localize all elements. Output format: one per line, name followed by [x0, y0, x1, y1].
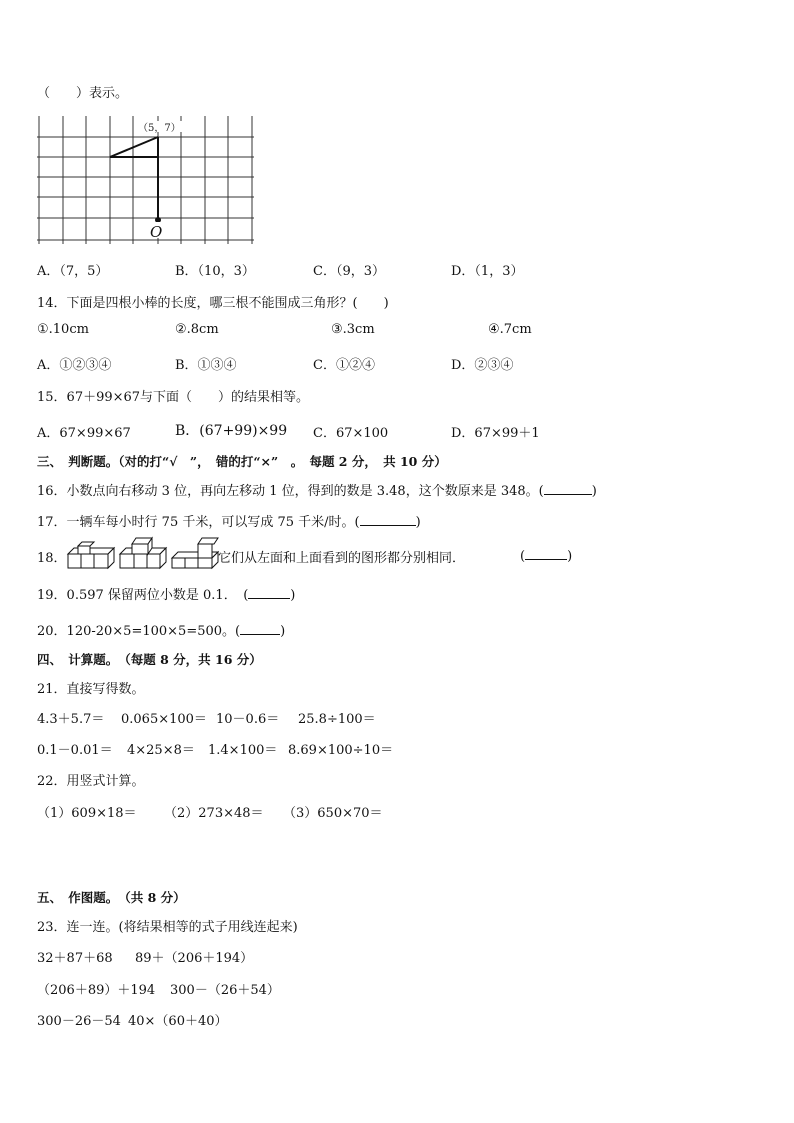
q15-option-c[interactable]: C．67×100	[313, 426, 389, 441]
q23-right-2[interactable]: 300－（26＋54）	[170, 983, 280, 998]
q16-text: 16．小数点向右移动 3 位，再向左移动 1 位，得到的数是 3.48，这个数原来是 348。(	[37, 484, 544, 499]
q21-item: 25.8÷100＝	[298, 712, 376, 727]
q22-item-3: （3）650×70＝	[283, 806, 383, 821]
q21-item: 10－0.6＝	[216, 712, 280, 727]
section-4-title: 四、 计算题。 （每题 8 分，共 16 分）	[37, 652, 262, 667]
q14-option-d[interactable]: D．②③④	[451, 358, 514, 373]
q16-close: )	[591, 484, 597, 499]
q14-stick-3: ③.3cm	[331, 322, 375, 337]
q21-item: 4.3＋5.7＝	[37, 712, 105, 727]
q23-left-3[interactable]: 300－26－54	[37, 1014, 121, 1029]
q13-option-d[interactable]: D．（1，3）	[451, 264, 524, 279]
q15-option-d[interactable]: D．67×99＋1	[451, 426, 540, 441]
q20-close: )	[280, 624, 286, 639]
q18-text: 它们从左面和上面看到的图形都分别相同．	[218, 551, 466, 566]
section-3-title: 三、 判断题。（对的打“√ ”， 错的打“×” 。 每题 2 分， 共 10 分）	[37, 454, 447, 469]
q15-option-a[interactable]: A．67×99×67	[37, 426, 131, 441]
q15-stem: 15．67＋99×67与下面（ ）的结果相等。	[37, 390, 310, 405]
q17-text: 17．一辆车每小时行 75 千米，可以写成 75 千米/时。(	[37, 515, 360, 530]
q14-stick-4: ④.7cm	[488, 322, 532, 337]
q13-option-c[interactable]: C．（9，3）	[313, 264, 385, 279]
q21-item: 4×25×8＝	[127, 743, 195, 758]
q21-item: 8.69×100÷10＝	[288, 743, 394, 758]
q14-option-b[interactable]: B．①③④	[175, 358, 237, 373]
q21-item: 0.065×100＝	[121, 712, 207, 727]
q18-number: 18．	[37, 551, 67, 566]
q18-open: (	[520, 549, 526, 564]
q22-item-1: （1）609×18＝	[37, 806, 137, 821]
q20-text: 20．120-20×5=100×5=500。(	[37, 624, 241, 639]
q21-stem: 21．直接写得数。	[37, 682, 145, 697]
q13-option-a[interactable]: A．（7，5）	[37, 264, 109, 279]
q17	[37, 511, 421, 530]
q18-answer	[520, 547, 572, 564]
q18-close: )	[567, 549, 573, 564]
q19-text: 19．0.597 保留两位小数是 0.1． (	[37, 588, 249, 603]
q16-answer-blank[interactable]	[544, 482, 592, 495]
point-label: （5，7）	[138, 123, 181, 134]
q18-answer-blank[interactable]	[525, 547, 567, 560]
q16	[37, 480, 597, 499]
q23-stem: 23．连一连。(将结果相等的式子用线连起来)	[37, 920, 298, 935]
q22-stem: 22．用竖式计算。	[37, 774, 145, 789]
q23-left-2[interactable]: （206＋89）＋194	[37, 983, 156, 998]
q14-stem: 14．下面是四根小棒的长度，哪三根不能围成三角形？( )	[37, 296, 389, 311]
q20-answer-blank[interactable]	[240, 622, 280, 635]
q23-right-3[interactable]: 40×（60＋40）	[128, 1014, 228, 1029]
q23-right-1[interactable]: 89＋（206＋194）	[135, 951, 254, 966]
q14-option-a[interactable]: A．①②③④	[37, 358, 112, 373]
q23-left-1[interactable]: 32＋87＋68	[37, 951, 113, 966]
q19-close: )	[290, 588, 296, 603]
q22-item-2: （2）273×48＝	[164, 806, 264, 821]
q13-option-b[interactable]: B．（10，3）	[175, 264, 255, 279]
coordinate-grid-figure	[36, 114, 266, 248]
q13-stem-tail: （ ）表示。	[37, 86, 129, 101]
q14-stick-2: ②.8cm	[175, 322, 219, 337]
q14-stick-1: ①.10cm	[37, 322, 89, 337]
section-5-title: 五、 作图题。 （共 8 分）	[37, 890, 186, 905]
q20	[37, 620, 285, 639]
q19-answer-blank[interactable]	[248, 586, 290, 599]
q15-option-b[interactable]: B．(67+99)×99	[175, 423, 288, 439]
origin-label: O	[150, 223, 163, 241]
q17-close: )	[415, 515, 421, 530]
q21-item: 0.1－0.01＝	[37, 743, 113, 758]
cube-figures	[66, 536, 226, 572]
q21-item: 1.4×100＝	[208, 743, 278, 758]
q14-option-c[interactable]: C．①②④	[313, 358, 375, 373]
q17-answer-blank[interactable]	[360, 513, 416, 526]
q19	[37, 584, 295, 603]
